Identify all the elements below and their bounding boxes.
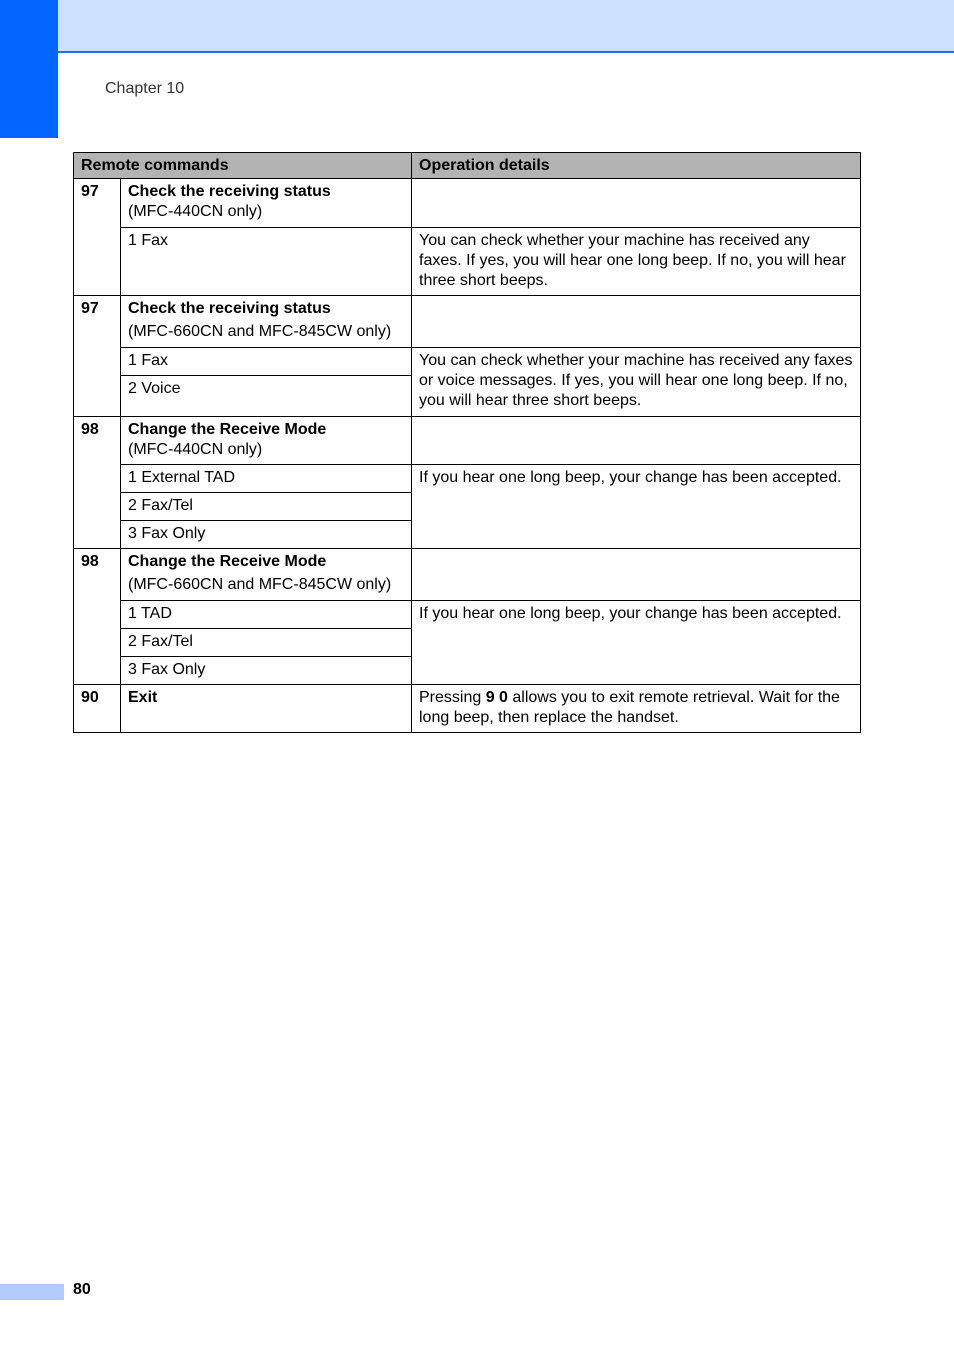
command-option: 2 Fax/Tel xyxy=(121,493,412,521)
table-row xyxy=(74,179,861,228)
detail-empty xyxy=(412,179,861,228)
table-row xyxy=(74,601,861,629)
command-title: Change the Receive Mode xyxy=(128,553,327,570)
table-row xyxy=(74,685,861,733)
chapter-tab-marker xyxy=(0,0,58,138)
command-option: 2 Fax/Tel xyxy=(121,629,412,657)
command-title-cell xyxy=(121,549,412,601)
table-row xyxy=(74,549,861,601)
footer-bar xyxy=(0,1284,64,1300)
page-number: 80 xyxy=(73,1281,91,1298)
command-title: Check the receiving status xyxy=(128,183,331,200)
table-row xyxy=(74,296,861,348)
table-header-row xyxy=(74,153,861,179)
command-code: 97 xyxy=(74,179,121,296)
command-option: 1 TAD xyxy=(121,601,412,629)
command-option: 1 External TAD xyxy=(121,465,412,493)
command-title-cell xyxy=(121,179,412,228)
command-subtitle: (MFC-440CN only) xyxy=(128,203,263,220)
table-row xyxy=(74,228,861,296)
command-subtitle: (MFC-660CN and MFC-845CW only) xyxy=(128,323,392,340)
header-band xyxy=(0,0,954,53)
detail-empty xyxy=(412,417,861,465)
chapter-label: Chapter 10 xyxy=(105,80,185,97)
detail-empty xyxy=(412,549,861,601)
detail-empty xyxy=(412,296,861,348)
command-detail: You can check whether your machine has received any faxes or voice messages. If yes, you will hear one long beep. If no, you will hear three short beeps. xyxy=(412,348,861,417)
command-title-cell xyxy=(121,417,412,465)
detail-prefix: Pressing xyxy=(419,689,486,706)
command-title: Check the receiving status xyxy=(128,300,331,317)
command-code: 98 xyxy=(74,417,121,549)
command-subtitle: (MFC-660CN and MFC-845CW only) xyxy=(128,576,392,593)
command-code: 98 xyxy=(74,549,121,685)
table-row xyxy=(74,348,861,376)
command-code: 90 xyxy=(74,685,121,733)
command-detail: You can check whether your machine has received any faxes. If yes, you will hear one long beep. If no, you will hear three short beeps. xyxy=(412,228,861,296)
table-row xyxy=(74,465,861,493)
command-title: Change the Receive Mode xyxy=(128,421,327,438)
command-title-cell xyxy=(121,296,412,348)
command-option: 2 Voice xyxy=(121,376,412,417)
command-option: 3 Fax Only xyxy=(121,657,412,685)
header-remote-commands: Remote commands xyxy=(74,153,412,179)
command-detail: If you hear one long beep, your change has been accepted. xyxy=(412,465,861,549)
command-option: 1 Fax xyxy=(121,348,412,376)
detail-suffix: allows you to exit remote retrieval. Wait for the long beep, then replace the handset. xyxy=(419,689,840,726)
command-code: 97 xyxy=(74,296,121,417)
command-detail: If you hear one long beep, your change has been accepted. xyxy=(412,601,861,685)
command-subtitle: (MFC-440CN only) xyxy=(128,441,263,458)
detail-key-sequence: 9 0 xyxy=(485,689,508,706)
command-option: 3 Fax Only xyxy=(121,521,412,549)
command-option: 1 Fax xyxy=(121,228,412,296)
remote-commands-table xyxy=(73,152,861,733)
command-title: Exit xyxy=(121,685,412,733)
table-row xyxy=(74,417,861,465)
header-operation-details: Operation details xyxy=(412,153,861,179)
command-detail xyxy=(412,685,861,733)
